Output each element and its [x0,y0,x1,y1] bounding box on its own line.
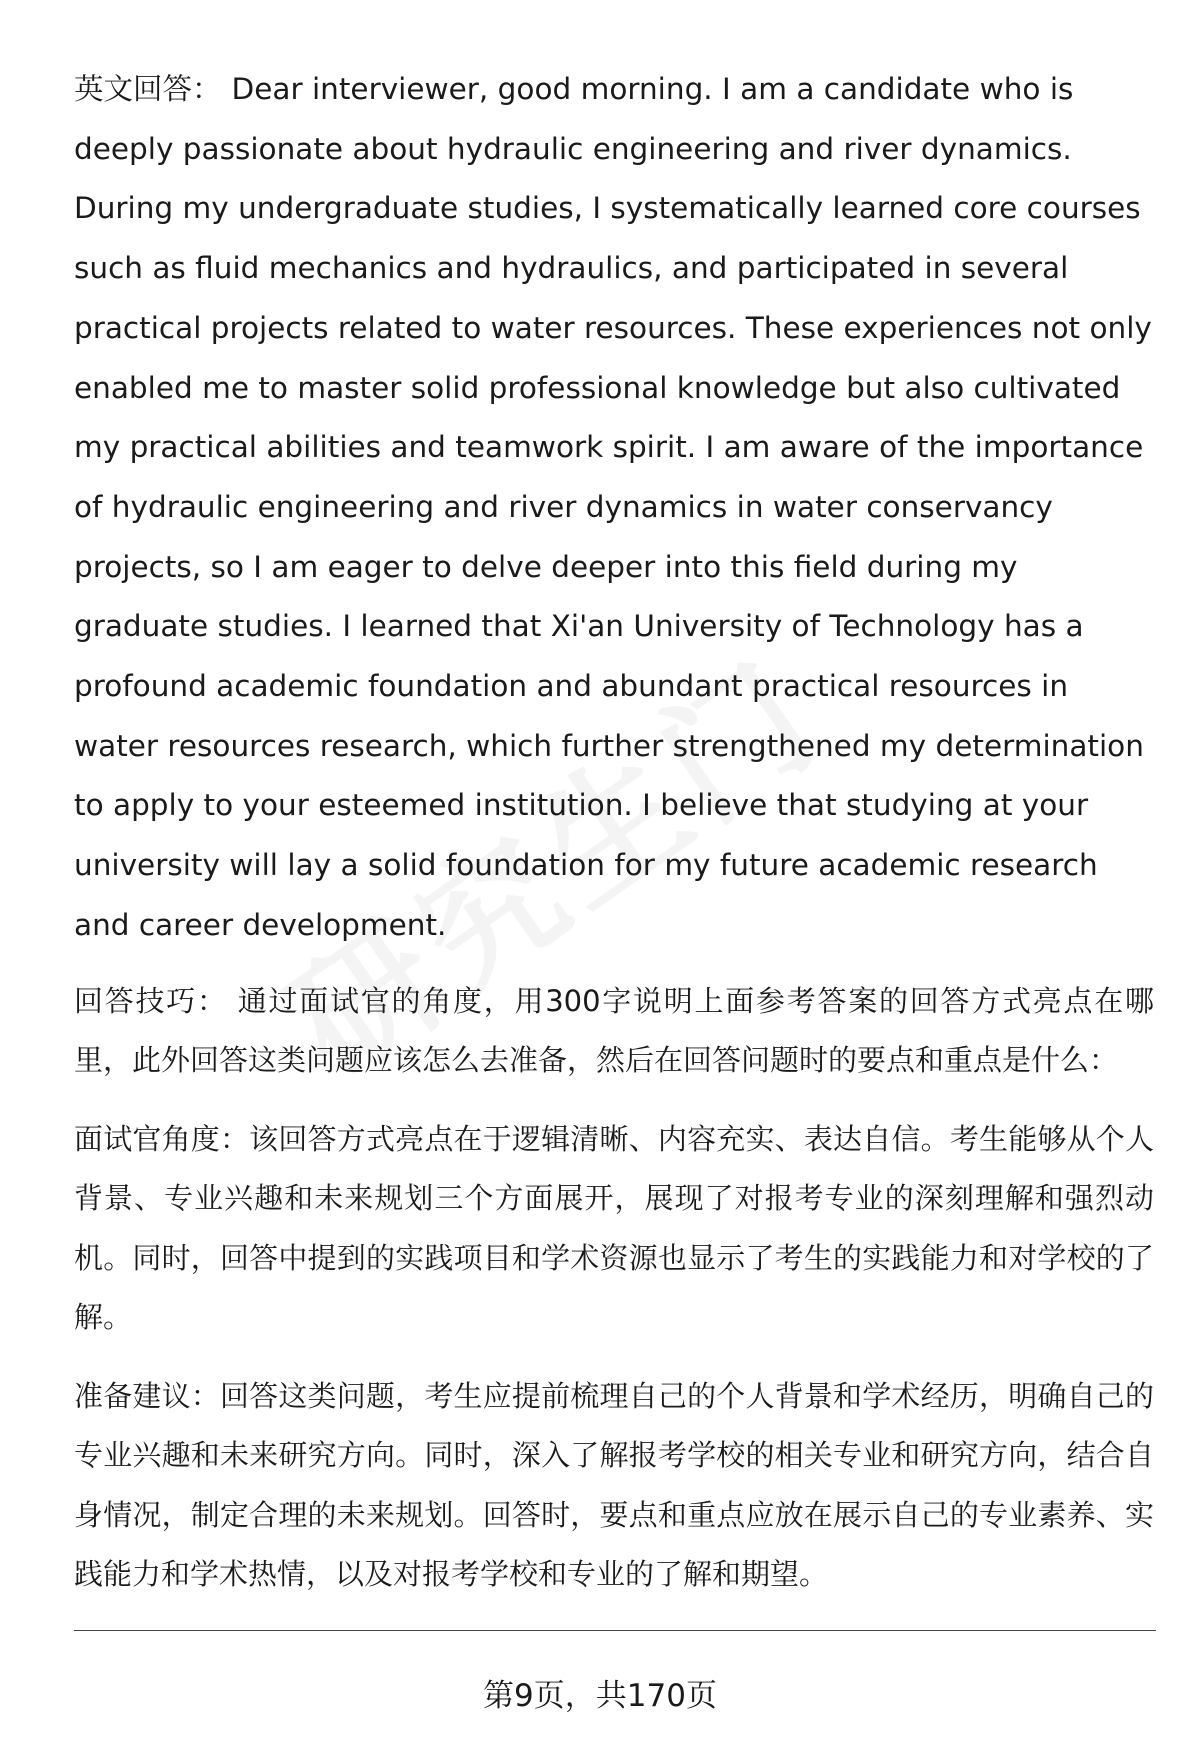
answer-tips-paragraph [74,972,1154,1091]
prep-advice-text: 回答这类问题，考生应提前梳理自己的个人背景和学术经历，明确自己的专业兴趣和未来研究方向。同时，深入了解报考学校的相关专业和研究方向，结合自身情况，制定合理的未来规划。回答时，要点和重点应放在展示自己的专业素养、实践能力和学术热情，以及对报考学校和专业的了解和期望。 [74,1378,1154,1592]
interviewer-view-paragraph [74,1110,1154,1348]
answer-tips-label: 回答技巧： [74,983,228,1018]
footer-divider [74,1630,1156,1631]
interviewer-view-label: 面试官角度： [74,1121,250,1156]
interviewer-view-text: 该回答方式亮点在于逻辑清晰、内容充实、表达自信。考生能够从个人背景、专业兴趣和未来规划三个方面展开，展现了对报考专业的深刻理解和强烈动机。同时，回答中提到的实践项目和学术资源也显示了考生的实践能力和对学校的了解。 [74,1121,1154,1335]
page-number: 第9页，共170页 [483,1678,717,1714]
english-answer-label: 英文回答： [74,72,222,106]
prep-advice-paragraph [74,1367,1154,1605]
answer-tips-text: 通过面试官的角度，用300字说明上面参考答案的回答方式亮点在哪里，此外回答这类问题应该怎么去准备，然后在回答问题时的要点和重点是什么： [74,983,1154,1078]
prep-advice-label: 准备建议： [74,1378,220,1413]
english-answer-paragraph [74,60,1154,956]
page-content [74,60,1154,1605]
english-answer-text: Dear interviewer, good morning. I am a candidate who is deeply passionate about hydraulic engineering and river dynamics. During my undergraduate studies, I systematically learned core courses such as fluid mechanics and hydraulics, and participated in several practical projects related to water resources. These experiences not only enabled me to master solid professional knowledge but also cultivated my practical abilities and teamwork spirit. I am aware of the importance of hydraulic engineering and river dynamics in water conservancy projects, so I am eager to delve deeper into this field during my graduate studies. I learned that Xi'an University of Technology has a profound academic foundation and abundant practical resources in water resources research, which further strengthened my determination to apply to your esteemed institution. I believe that studying at your university will lay a solid foundation for my future academic research and career development. [74,72,1152,942]
